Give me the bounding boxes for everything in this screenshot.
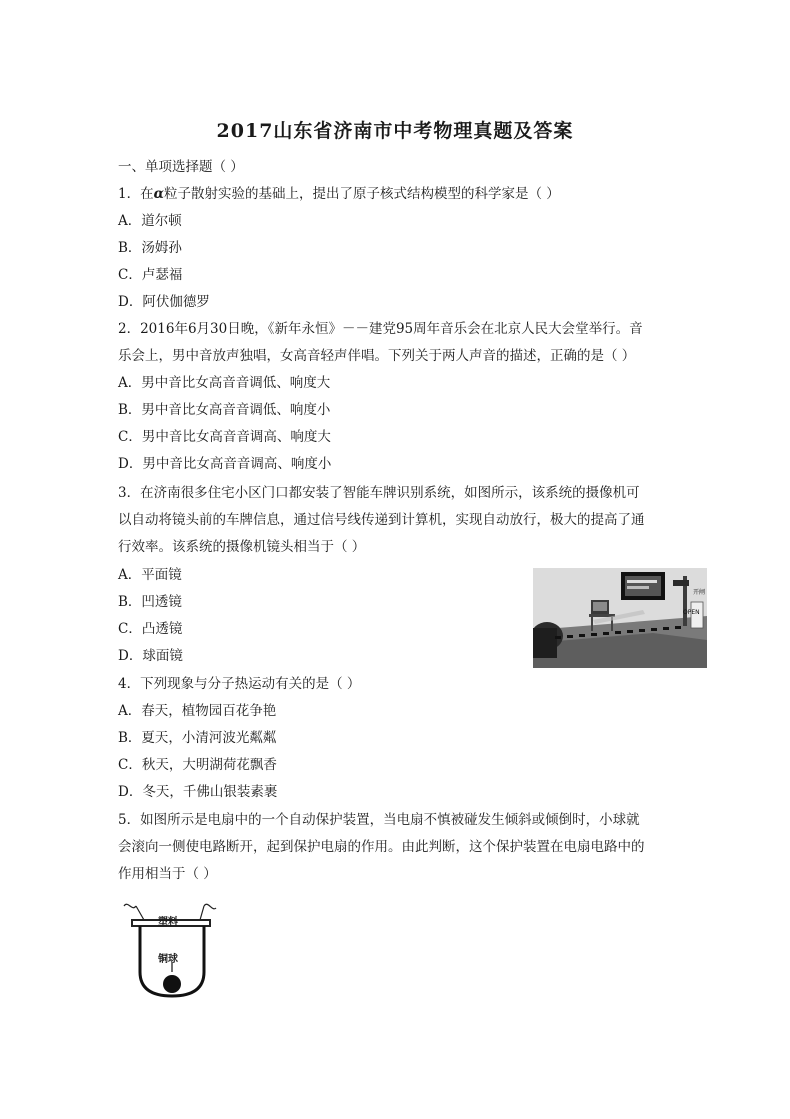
question-5-line-2: 会滚向一侧使电路断开，起到保护电扇的作用。由此判断，这个保护装置在电扇电路中的: [118, 839, 645, 855]
q1-option-d: D．阿伏伽德罗: [118, 294, 210, 310]
gate-scene-illustration: [533, 568, 707, 668]
question-4: 4．下列现象与分子热运动有关的是（ ）: [118, 676, 361, 692]
question-3-line-3: 行效率。该系统的摄像机镜头相当于（ ）: [118, 539, 366, 555]
q1-option-b: B．汤姆孙: [118, 240, 182, 256]
tilt-switch-diagram: [118, 898, 224, 1000]
q2-option-c: C．男中音比女高音音调高、响度大: [118, 429, 331, 445]
question-3-line-2: 以自动将镜头前的车牌信息，通过信号线传递到计算机，实现自动放行，极大的提高了通: [118, 512, 645, 528]
q3-option-b: B．凹透镜: [118, 594, 182, 610]
question-2-line-2: 乐会上，男中音放声独唱，女高音轻声伴唱。下列关于两人声音的描述，正确的是（ ）: [118, 348, 636, 364]
question-5-line-1: 5．如图所示是电扇中的一个自动保护装置，当电扇不慎被碰发生倾斜或倾倒时，小球就: [118, 812, 640, 828]
q1-option-c: C．卢瑟福: [118, 267, 183, 283]
question-5-line-3: 作用相当于（ ）: [118, 866, 217, 882]
q1-option-a: A．道尔顿: [118, 213, 182, 229]
q4-option-c: C．秋天，大明湖荷花飘香: [118, 757, 277, 773]
q1-suffix: 粒子散射实验的基础上，提出了原子核式结构模型的科学家是（ ）: [163, 186, 560, 202]
question-1: [118, 185, 560, 203]
q2-option-d: D．男中音比女高音音调高、响度小: [118, 456, 332, 472]
question-2-line-1: 2．2016年6月30日晚，《新年永恒》－－建党95周年音乐会在北京人民大会堂举行。音: [118, 321, 643, 337]
q3-option-c: C．凸透镜: [118, 621, 183, 637]
q3-option-d: D．球面镜: [118, 648, 183, 664]
question-3-line-1: 3．在济南很多住宅小区门口都安装了智能车牌识别系统，如图所示，该系统的摄像机可: [118, 485, 640, 501]
license-plate-camera-figure: [533, 568, 707, 668]
plastic-label: 塑料: [158, 917, 178, 928]
q3-option-a: A．平面镜: [118, 567, 182, 583]
q1-prefix: 1．在: [118, 186, 154, 202]
q2-option-b: B．男中音比女高音音调低、响度小: [118, 402, 331, 418]
q4-option-a: A．春天，植物园百花争艳: [118, 703, 277, 719]
q4-option-d: D．冬天，千佛山银装素裹: [118, 784, 278, 800]
q2-option-a: A．男中音比女高音音调低、响度大: [118, 375, 331, 391]
gate-label: 开闸: [693, 589, 706, 596]
open-label: OPEN: [683, 609, 700, 616]
section-heading: 一、单项选择题（ ）: [118, 159, 244, 175]
copper-ball-label: 铜球: [158, 954, 178, 965]
q4-option-b: B．夏天，小清河波光粼粼: [118, 730, 277, 746]
page-title: 2017山东省济南市中考物理真题及答案: [216, 120, 574, 142]
alpha-symbol: α: [153, 186, 164, 202]
